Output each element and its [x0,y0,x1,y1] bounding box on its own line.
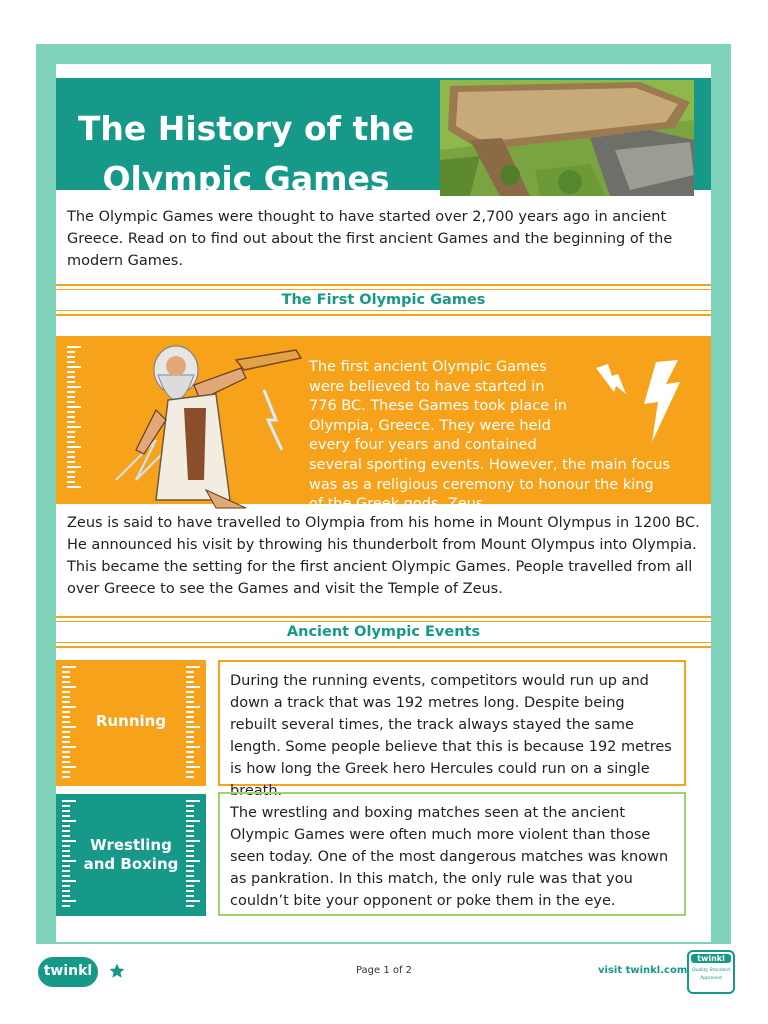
section-heading-ancient-events [56,616,711,648]
footer-divider [36,942,731,944]
lightning-bolt-icon [586,358,696,448]
running-info-box [218,660,686,799]
page-frame [36,44,731,944]
quality-badge [687,950,735,994]
first-games-panel [56,336,711,513]
wrestling-text: The wrestling and boxing matches seen at the ancient Olympic Games were often much more violent than those seen today. One of the most dangerous matches was known as pankration. In this match, the only rule was that you couldn’t bite your opponent or poke them in the eye. [230,805,669,909]
wrestling-label-line-1: Wrestling [90,836,172,854]
section-heading-first-games [56,284,711,316]
panel-line: The first ancient Olympic Games [309,359,547,375]
panel-line: every four years and contained [309,437,537,454]
page-inner [56,64,711,944]
title-line-2: Olympic Games [102,159,390,198]
section-heading-text: Ancient Olympic Events [286,624,481,640]
running-text: During the running events, competitors would run up and down a track that was 192 metres long. Despite being rebuilt several times, the track always stayed the same length. Some people believe that this is because 192 metres is how long the Greek hero Hercules could run on a single breath. [230,673,672,799]
title-line-1: The History of the [77,109,415,148]
badge-line-2: Approved [700,976,722,981]
panel-line: Olympia, Greece. They were held [309,417,551,434]
page-number: Page 1 of 2 [355,965,413,976]
zeus-illustration [96,330,306,510]
page-title [56,104,436,204]
panel-line: several sporting events. However, the main focus [309,456,671,473]
wrestling-label-box [56,794,206,916]
twinkl-logo-text: twinkl [43,963,93,979]
panel-line: was as a religious ceremony to honour the king [309,476,654,493]
panel-line: were believed to have started in [309,378,545,395]
badge-line-1: Quality Standard [692,968,730,973]
wrestling-info-box [218,792,686,916]
intro-paragraph: The Olympic Games were thought to have started over 2,700 years ago in ancient Greece. Read on to find out about the first ancient Games and the beginning of the modern Games. [67,209,673,269]
panel-line: 776 BC. These Games took place in [309,398,567,415]
running-label-box [56,660,206,786]
twinkl-logo[interactable] [38,957,98,987]
badge-brand: twinkl [691,954,731,963]
panel-line: of the Greek gods, Zeus. [309,496,488,513]
zeus-paragraph: Zeus is said to have travelled to Olympia from his home in Mount Olympus in 1200 BC. He announced his visit by throwing his thunderbolt from Mount Olympus into Olympia. This became the setting for the first ancient Olympic Games. People travelled from all over Greece to see the Games and visit the Temple of Zeus. [67,515,700,597]
visit-link[interactable]: visit twinkl.com [598,965,688,976]
running-label: Running [95,712,167,730]
wrestling-label-line-2: and Boxing [83,855,179,873]
star-icon [108,962,126,980]
ruler-decoration-left [67,346,81,491]
section-heading-text: The First Olympic Games [281,292,486,308]
ancient-track-illustration [440,80,694,196]
